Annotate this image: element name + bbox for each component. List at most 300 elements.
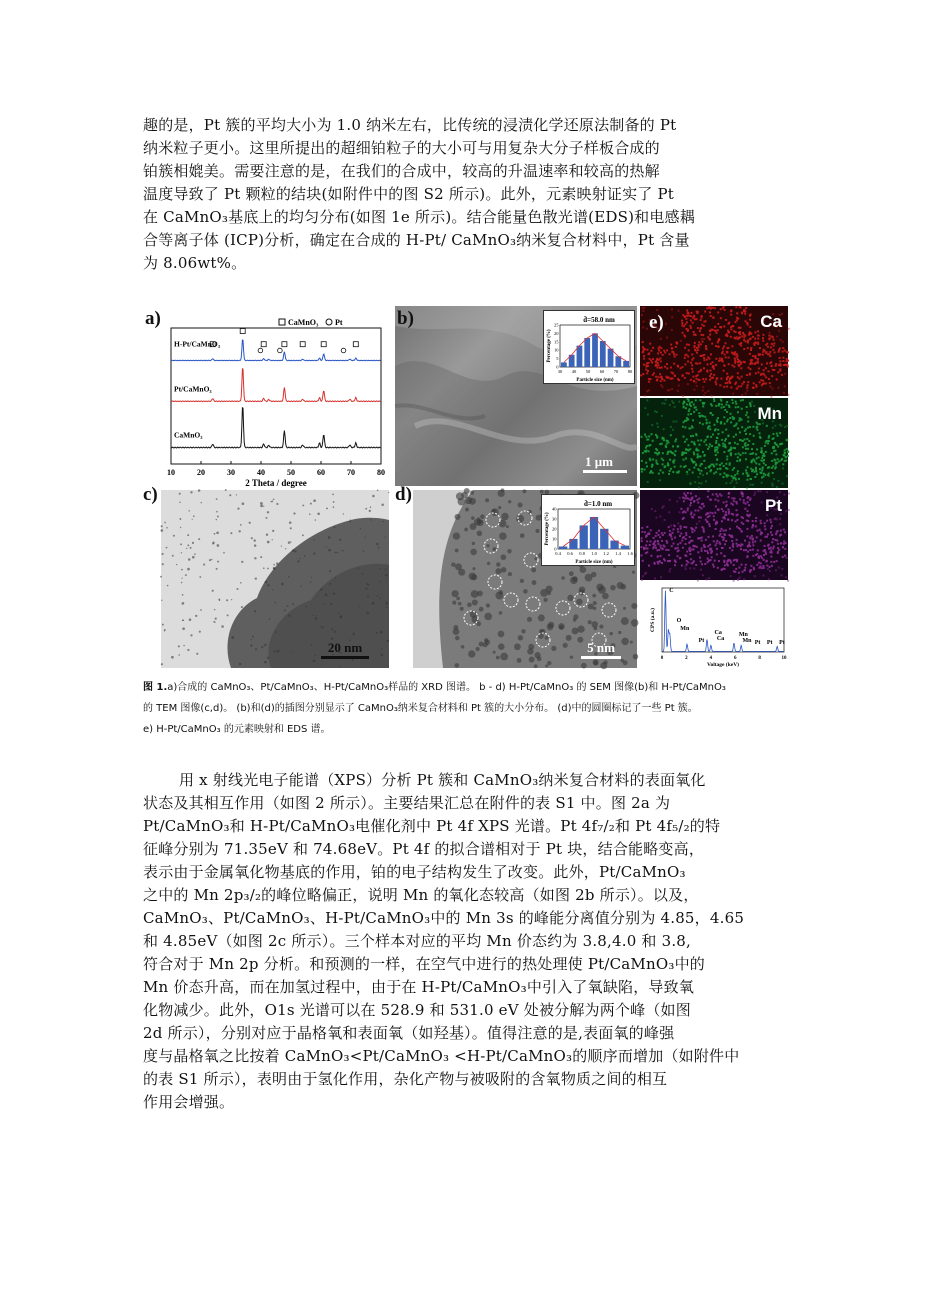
map-pixel [735, 520, 737, 522]
map-pixel [769, 382, 771, 384]
map-pixel [728, 492, 730, 494]
map-pixel [735, 388, 737, 390]
texture-dot [178, 654, 180, 656]
map-pixel [673, 524, 675, 526]
map-pixel [651, 466, 653, 468]
texture-dot [183, 645, 185, 647]
map-pixel [762, 354, 764, 356]
map-pixel [736, 559, 738, 561]
texture-dot [357, 568, 358, 569]
map-pixel [646, 328, 648, 330]
map-pixel [746, 556, 748, 558]
map-pixel [707, 516, 709, 518]
inset-bar [559, 546, 567, 549]
map-pixel [679, 542, 681, 544]
map-pixel [647, 370, 649, 372]
map-pixel [696, 546, 698, 548]
map-pixel [740, 385, 742, 387]
texture-dot [534, 664, 538, 668]
map-pixel [721, 547, 723, 549]
map-pixel [736, 539, 738, 541]
x-tick-label: 10 [167, 468, 175, 477]
texture-dot [362, 573, 364, 575]
map-pixel [716, 421, 718, 423]
texture-dot [621, 617, 629, 625]
map-pixel [695, 510, 697, 512]
map-pixel [655, 547, 657, 549]
map-pixel [741, 544, 743, 546]
texture-dot [461, 645, 465, 649]
map-pixel [695, 527, 697, 529]
texture-dot [200, 609, 202, 611]
eds-peak-label: Mn [738, 632, 748, 638]
texture-dot [328, 549, 331, 552]
map-pixel [770, 346, 772, 348]
panel-label-d: d) [395, 484, 412, 505]
map-pixel [751, 461, 753, 463]
map-pixel [715, 330, 717, 332]
map-pixel [667, 440, 669, 442]
map-pixel [687, 492, 689, 494]
texture-dot [451, 562, 456, 567]
map-pixel [658, 549, 660, 551]
map-pixel [745, 307, 747, 309]
map-pixel [671, 372, 673, 374]
texture-dot [288, 541, 291, 544]
texture-dot [378, 547, 380, 549]
texture-dot [623, 607, 626, 610]
map-pixel [688, 349, 690, 351]
map-pixel [644, 531, 646, 533]
texture-dot [273, 564, 275, 566]
map-pixel [758, 368, 760, 370]
map-pixel [702, 415, 704, 417]
map-pixel [691, 401, 693, 403]
map-pixel [710, 412, 712, 414]
map-pixel [759, 468, 761, 470]
texture-dot [229, 494, 231, 496]
map-pixel [640, 374, 642, 376]
map-pixel [650, 529, 652, 531]
map-pixel [765, 474, 767, 476]
map-pixel [759, 347, 761, 349]
map-pixel [718, 403, 720, 405]
map-pixel [681, 452, 683, 454]
texture-dot [160, 576, 162, 578]
texture-dot [532, 580, 537, 585]
map-pixel [687, 361, 689, 363]
map-pixel [717, 329, 719, 331]
map-pixel [773, 345, 775, 347]
map-pixel [723, 538, 725, 540]
texture-dot [187, 568, 190, 571]
eds-x-tick-label: 0 [660, 656, 664, 661]
map-pixel [652, 547, 654, 549]
texture-dot [217, 561, 219, 563]
legend-square-marker [279, 319, 285, 325]
map-pixel [715, 381, 717, 383]
texture-dot [285, 548, 286, 549]
map-pixel [778, 349, 780, 351]
inset-bar [590, 517, 598, 549]
map-pixel [762, 340, 764, 342]
map-pixel [692, 517, 694, 519]
texture-dot [370, 506, 372, 508]
text-line: 温度导致了 Pt 颗粒的结块(如附件中的图 S2 所示)。此外，元素映射证实了 Pt [143, 185, 675, 203]
map-pixel [685, 495, 687, 497]
map-pixel [665, 323, 667, 325]
map-pixel [750, 484, 752, 486]
legend-circle-marker [326, 319, 332, 325]
map-pixel [702, 574, 704, 576]
map-pixel [749, 368, 751, 370]
map-pixel [713, 374, 715, 376]
map-pixel [678, 310, 680, 312]
map-pixel [752, 520, 754, 522]
map-pixel [690, 492, 692, 494]
map-pixel [691, 458, 693, 460]
map-pixel [731, 345, 733, 347]
map-pixel [734, 474, 736, 476]
map-pixel [755, 331, 757, 333]
texture-dot [599, 625, 603, 629]
texture-dot [182, 594, 184, 596]
inset-y-tick-label: 30 [552, 516, 557, 522]
map-pixel [729, 442, 731, 444]
map-pixel [724, 446, 726, 448]
texture-dot [216, 531, 219, 534]
texture-dot [570, 577, 577, 584]
map-pixel [702, 405, 704, 407]
map-pixel [706, 473, 708, 475]
map-pixel [737, 338, 739, 340]
texture-dot [299, 558, 300, 559]
map-pixel [715, 471, 717, 473]
map-pixel [716, 459, 718, 461]
texture-dot [365, 508, 367, 510]
map-pixel [698, 344, 700, 346]
map-pixel [771, 460, 773, 462]
texture-dot [321, 664, 322, 665]
texture-dot [387, 640, 389, 642]
texture-dot [592, 594, 596, 598]
texture-dot [330, 603, 332, 605]
map-pixel [689, 541, 691, 543]
map-pixel [682, 537, 684, 539]
texture-dot [452, 601, 456, 605]
paragraph-1 [143, 114, 788, 275]
texture-dot [506, 525, 509, 528]
map-pixel [745, 503, 747, 505]
map-pixel [743, 499, 745, 501]
texture-dot [508, 500, 511, 503]
map-pixel [782, 483, 784, 485]
map-pixel [747, 501, 749, 503]
texture-dot [343, 513, 344, 514]
map-pixel [766, 520, 768, 522]
map-pixel [688, 444, 690, 446]
map-pixel [742, 446, 744, 448]
map-pixel [747, 384, 749, 386]
map-pixel [750, 347, 752, 349]
texture-dot [239, 530, 241, 532]
map-pixel [720, 308, 722, 310]
map-pixel [709, 375, 711, 377]
map-pixel [777, 552, 779, 554]
map-pixel [768, 335, 770, 337]
map-pixel [771, 541, 773, 543]
map-pixel [709, 544, 711, 546]
map-pixel [783, 543, 785, 545]
map-pixel [747, 416, 749, 418]
map-pixel [717, 495, 719, 497]
map-pixel [685, 407, 687, 409]
map-pixel [689, 504, 691, 506]
texture-dot [162, 624, 164, 626]
map-pixel [711, 556, 713, 558]
texture-dot [455, 549, 459, 553]
map-pixel [716, 553, 718, 555]
scale-bar-line [581, 656, 621, 659]
texture-dot [350, 519, 351, 520]
map-pixel [750, 403, 752, 405]
map-pixel [719, 445, 721, 447]
texture-dot [181, 582, 183, 584]
map-pixel [742, 473, 744, 475]
map-pixel [742, 332, 744, 334]
map-pixel [703, 505, 705, 507]
texture-dot [172, 555, 174, 557]
map-pixel [657, 463, 659, 465]
map-pixel [730, 336, 732, 338]
map-pixel [698, 520, 700, 522]
map-pixel [728, 331, 730, 333]
map-pixel [661, 378, 663, 380]
texture-dot [284, 609, 286, 611]
texture-dot [547, 661, 551, 665]
texture-dot [333, 501, 335, 503]
map-pixel [694, 529, 696, 531]
map-pixel [752, 544, 754, 546]
map-pixel [685, 532, 687, 534]
texture-dot [292, 549, 295, 552]
map-pixel [664, 366, 666, 368]
texture-dot [260, 556, 262, 558]
texture-dot [370, 519, 372, 521]
map-pixel [723, 530, 725, 532]
texture-dot [563, 643, 568, 648]
map-pixel [736, 526, 738, 528]
map-pixel [679, 557, 681, 559]
map-pixel [754, 492, 756, 494]
map-pixel [717, 341, 719, 343]
map-pixel [763, 462, 765, 464]
map-pixel [678, 401, 680, 403]
texture-dot [566, 635, 572, 641]
map-pixel [682, 497, 684, 499]
map-pixel [701, 507, 703, 509]
map-pixel [691, 549, 693, 551]
texture-dot [465, 508, 469, 512]
map-pixel [705, 439, 707, 441]
map-pixel [685, 318, 687, 320]
square-marker [321, 342, 326, 347]
map-pixel [688, 373, 690, 375]
texture-dot [547, 624, 554, 631]
texture-dot [458, 498, 466, 506]
map-pixel [670, 426, 672, 428]
map-pixel [755, 384, 757, 386]
map-pixel [786, 351, 788, 353]
texture-dot [263, 505, 264, 506]
scale-bar-label: 1 μm [585, 454, 613, 469]
map-pixel [695, 449, 697, 451]
x-tick-label: 40 [257, 468, 265, 477]
map-pixel [754, 476, 756, 478]
texture-dot [333, 506, 335, 508]
map-pixel [686, 551, 688, 553]
map-pixel [717, 468, 719, 470]
map-pixel [782, 556, 784, 558]
paragraph-2 [143, 769, 788, 1114]
map-pixel [700, 463, 702, 465]
texture-dot [281, 583, 284, 586]
map-pixel [655, 535, 657, 537]
map-pixel [770, 561, 772, 563]
map-pixel [709, 443, 711, 445]
map-pixel [713, 566, 715, 568]
map-pixel [761, 457, 763, 459]
map-pixel [744, 508, 746, 510]
map-pixel [753, 435, 755, 437]
map-pixel [684, 426, 686, 428]
texture-dot [201, 502, 202, 503]
texture-dot [188, 510, 189, 511]
inset-y-tick-label: 20 [554, 330, 559, 336]
texture-dot [520, 579, 524, 583]
texture-dot [493, 651, 496, 654]
map-pixel [738, 364, 740, 366]
map-pixel [669, 571, 671, 573]
map-pixel [710, 363, 712, 365]
map-pixel [684, 566, 686, 568]
map-pixel [761, 470, 763, 472]
map-pixel [731, 480, 733, 482]
texture-dot [276, 503, 278, 505]
x-tick-label: 50 [287, 468, 295, 477]
map-pixel [682, 314, 684, 316]
map-pixel [696, 312, 698, 314]
map-pixel [783, 454, 785, 456]
map-pixel [761, 373, 763, 375]
texture-dot [161, 600, 162, 601]
map-pixel [730, 314, 732, 316]
map-pixel [755, 471, 757, 473]
texture-dot [499, 532, 507, 540]
map-pixel [664, 519, 666, 521]
map-pixel [675, 561, 677, 563]
map-pixel [723, 561, 725, 563]
texture-dot [251, 537, 253, 539]
map-pixel [767, 533, 769, 535]
texture-dot [567, 595, 573, 601]
map-pixel [690, 362, 692, 364]
map-pixel [674, 537, 676, 539]
texture-dot [333, 592, 335, 594]
map-pixel [677, 446, 679, 448]
map-pixel [743, 309, 745, 311]
map-pixel [719, 473, 721, 475]
map-pixel [685, 538, 687, 540]
map-pixel [722, 443, 724, 445]
map-pixel [684, 354, 686, 356]
map-pixel [748, 544, 750, 546]
map-pixel [661, 415, 663, 417]
map-pixel [642, 351, 644, 353]
map-pixel [707, 496, 709, 498]
map-pixel [717, 417, 719, 419]
map-pixel [645, 544, 647, 546]
texture-dot [189, 618, 192, 621]
map-pixel [642, 560, 644, 562]
map-pixel [771, 335, 773, 337]
map-pixel [760, 437, 762, 439]
caption-line: e) H-Pt/CaMnO₃ 的元素映射和 EDS 谱。 [143, 724, 331, 735]
map-pixel [672, 429, 674, 431]
map-pixel [709, 334, 711, 336]
map-pixel [752, 555, 754, 557]
map-pixel [670, 344, 672, 346]
map-pixel [738, 327, 740, 329]
map-pixel [736, 319, 738, 321]
map-pixel [708, 577, 710, 579]
map-pixel [723, 364, 725, 366]
map-pixel [760, 460, 762, 462]
map-pixel [766, 491, 768, 493]
map-pixel [648, 381, 650, 383]
map-pixel [782, 463, 784, 465]
map-pixel [673, 543, 675, 545]
map-pixel [784, 350, 786, 352]
texture-dot [216, 519, 217, 520]
map-pixel [775, 363, 777, 365]
square-marker [261, 342, 266, 347]
map-pixel [679, 497, 681, 499]
map-pixel [747, 496, 749, 498]
map-pixel [761, 557, 763, 559]
map-pixel [745, 564, 747, 566]
map-pixel [782, 347, 784, 349]
figure-caption [143, 677, 793, 740]
map-pixel [659, 346, 661, 348]
texture-dot [315, 617, 318, 620]
texture-dot [471, 516, 475, 520]
texture-dot [376, 632, 378, 634]
texture-dot [531, 568, 536, 573]
map-pixel [693, 514, 695, 516]
map-pixel [699, 422, 701, 424]
map-pixel [713, 515, 715, 517]
map-pixel [721, 528, 723, 530]
map-pixel [764, 536, 766, 538]
square-marker [353, 342, 358, 347]
map-pixel [714, 512, 716, 514]
map-pixel [677, 531, 679, 533]
map-pixel [719, 464, 721, 466]
map-pixel [673, 421, 675, 423]
map-pixel [715, 505, 717, 507]
texture-dot [180, 543, 182, 545]
